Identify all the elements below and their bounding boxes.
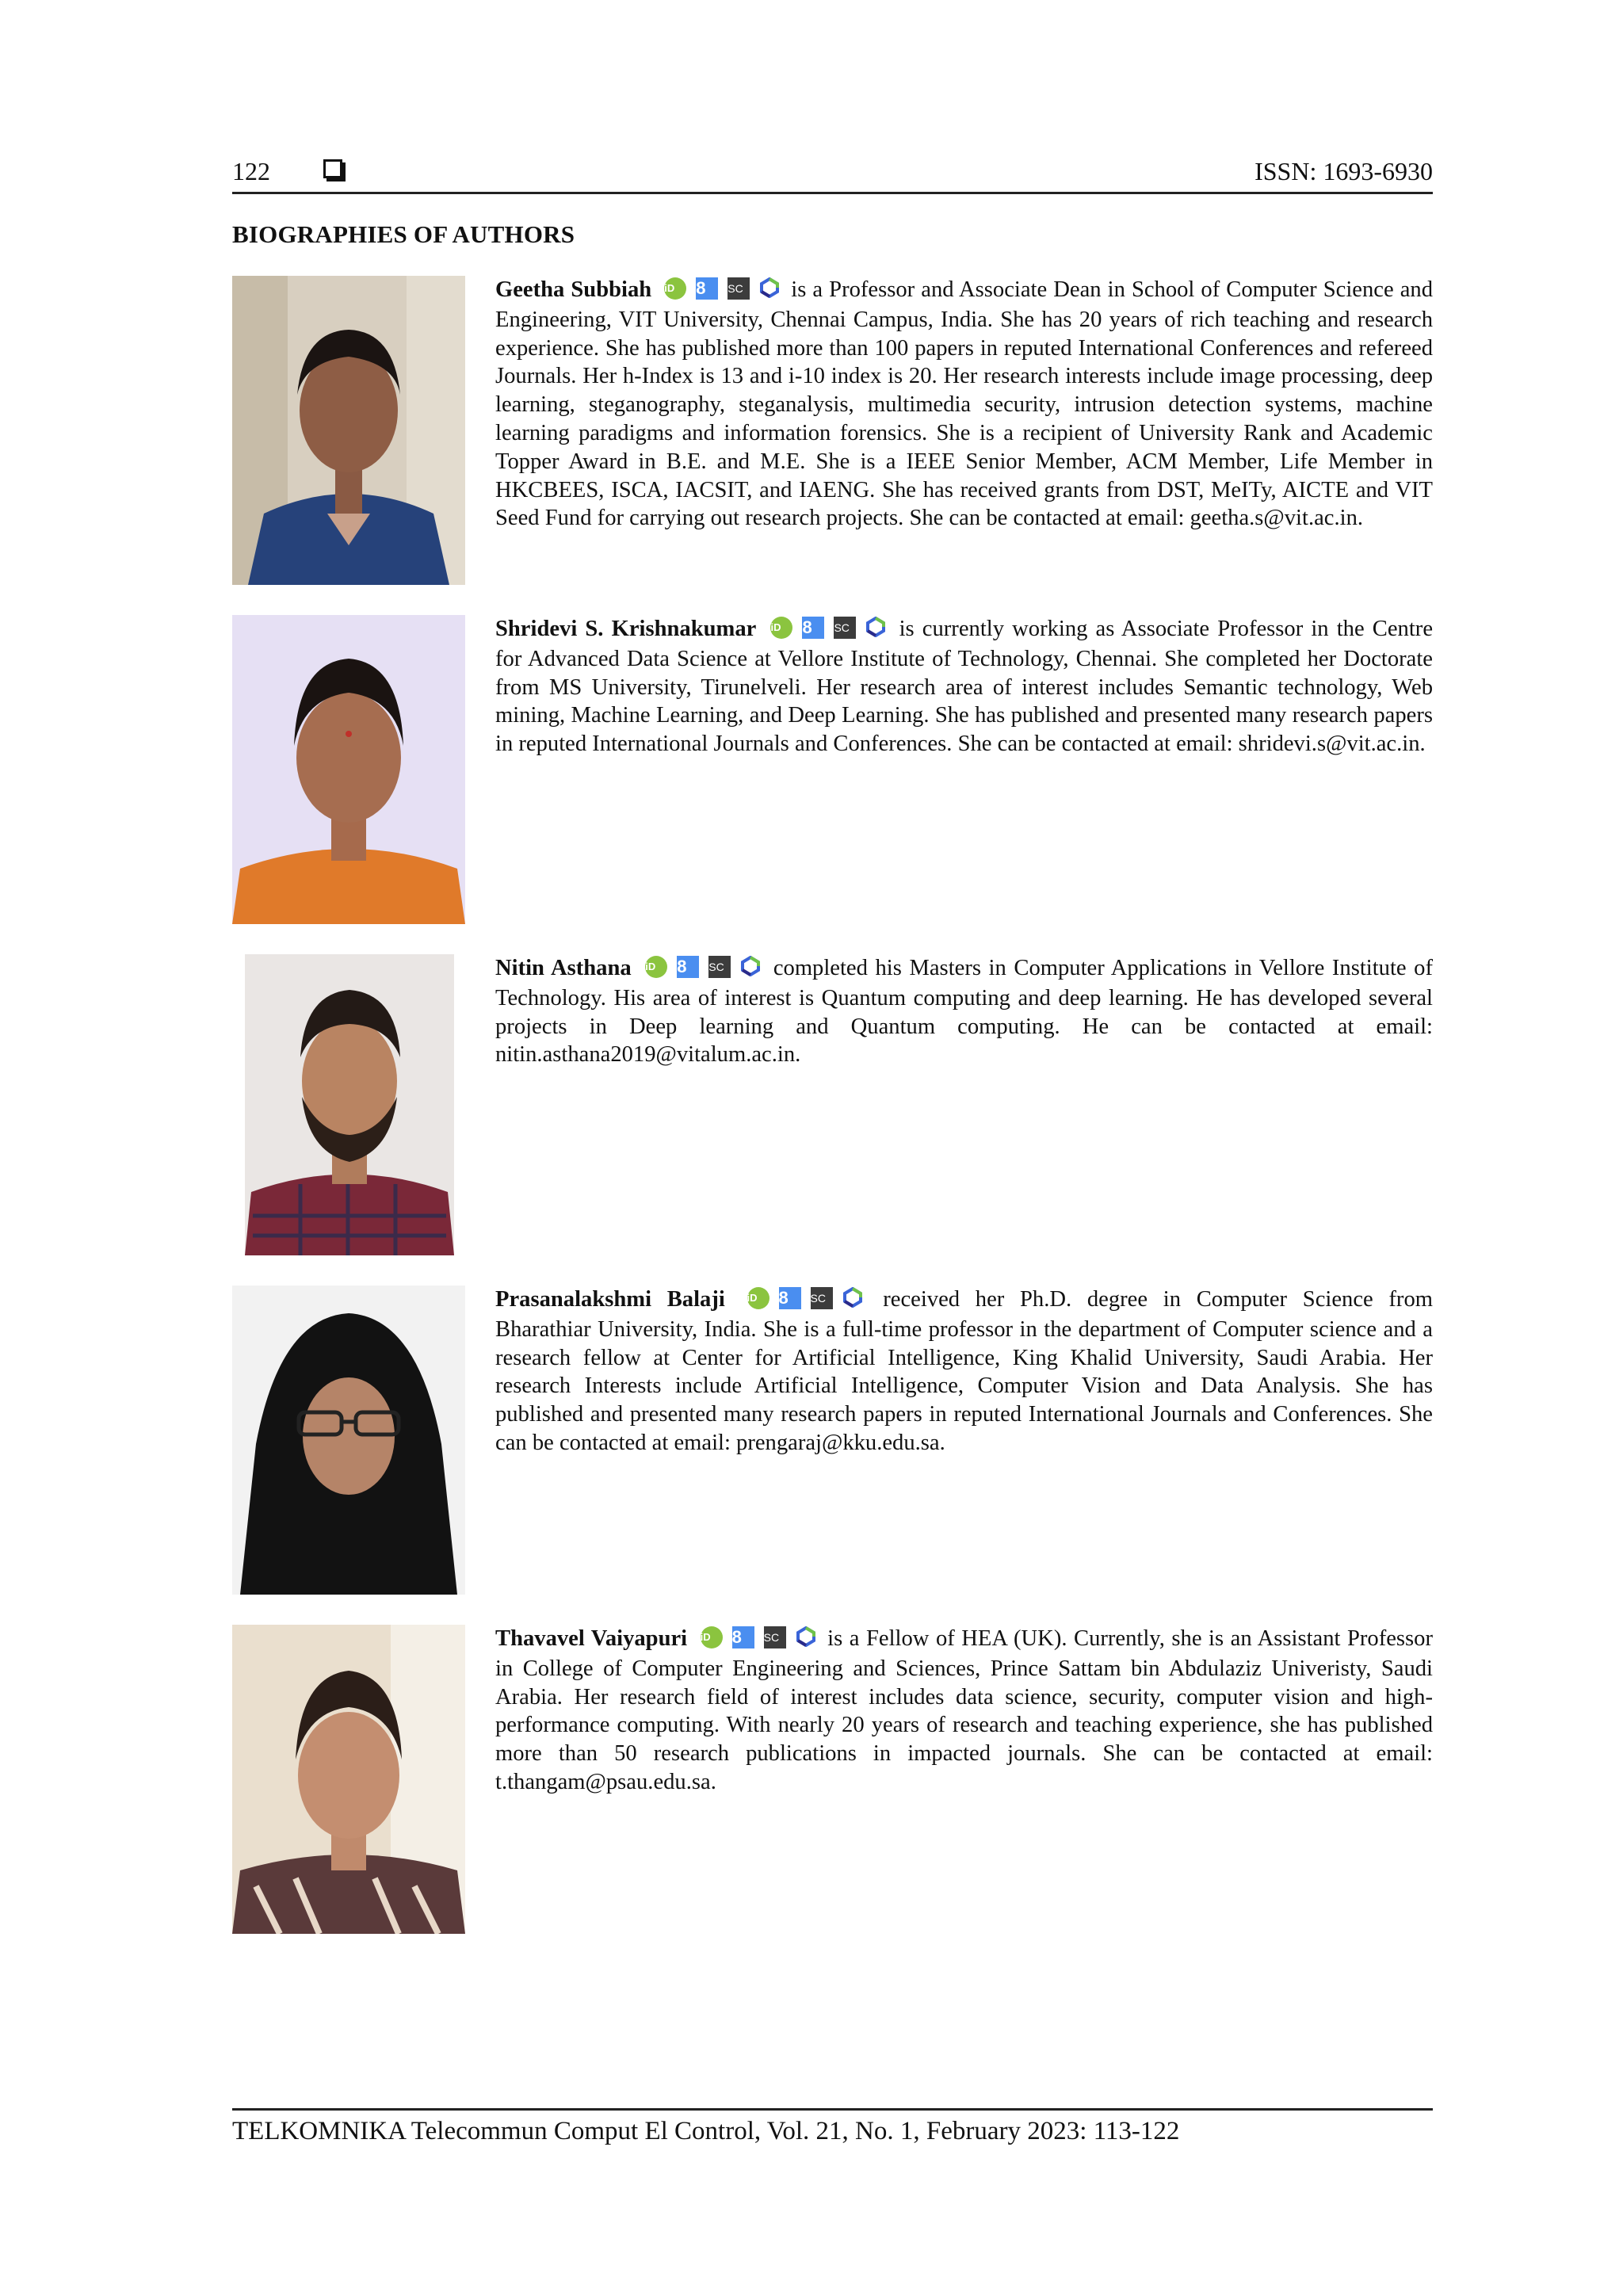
profile-icons [770, 617, 886, 645]
publons-icon[interactable] [842, 1287, 863, 1308]
publons-icon[interactable] [759, 277, 780, 298]
author-bio-text: is currently working as Associate Professor in the Centre for Advanced Data Science at Vellore Institute of Technology, Chennai. She completed her Doctorate from MS University, Tirunelveli. Her research area of interest includes Semantic technology, Web mining, Machine Learning, and Deep Learning. She has published and presented many research papers in reputed International Journals and Conferences. She can be contacted at email: shridevi.s@vit.ac.in. [495, 617, 1434, 757]
profile-icons [701, 1626, 816, 1655]
orcid-icon[interactable]: iD [664, 277, 686, 300]
google-scholar-icon[interactable]: 8 [696, 277, 718, 300]
issn: ISSN: 1693-6930 [1254, 157, 1433, 185]
orcid-icon[interactable]: iD [770, 617, 792, 639]
google-scholar-icon[interactable]: 8 [779, 1287, 801, 1309]
author-photo [232, 1286, 465, 1595]
author-name: Prasanalakshmi Balaji [495, 1287, 725, 1312]
google-scholar-icon[interactable]: 8 [732, 1626, 754, 1648]
publons-icon[interactable] [740, 956, 761, 976]
orcid-icon[interactable]: iD [747, 1287, 769, 1309]
author-bio [495, 1625, 1433, 1797]
google-scholar-icon[interactable]: 8 [802, 617, 824, 639]
page-number: 122 [232, 157, 270, 185]
author-name: Nitin Asthana [495, 956, 632, 980]
author-photo [232, 276, 465, 585]
square-bullet-icon [323, 159, 342, 178]
google-scholar-icon[interactable]: 8 [677, 956, 699, 978]
author-photo [232, 615, 465, 924]
profile-icons [664, 277, 780, 306]
author-bio [495, 276, 1433, 533]
author-bio-text: received her Ph.D. degree in Computer Science from Bharathiar University, India. She is a full-time professor in the department of Computer science and a research fellow at Center for Artificial Intelligence, King Khalid University, Saudi Arabia. Her research Interests include Artificial Intelligence, Computer Vision and Data Analysis. She has published and presented many research papers in reputed International Journals and Conferences. She can be contacted at email: prengaraj@kku.edu.sa. [495, 1287, 1433, 1455]
journal-citation: TELKOMNIKA Telecommun Comput El Control, Vol. 21, No. 1, February 2023: 113-122 [232, 2117, 1180, 2145]
orcid-icon[interactable]: iD [645, 956, 667, 978]
author-bio [495, 1286, 1433, 1457]
author-bio-text: is a Professor and Associate Dean in School of Computer Science and Engineering, VIT University, Chennai Campus, India. She has 20 years of rich teaching and research experience. She has published more than 100 papers in reputed International Conferences and refereed Journals. Her h-Index is 13 and i-10 index is 20. Her research interests include image processing, deep learning, steganography, steganalysis, multimedia security, intrusion detection systems, machine learning paradigms and information forensics. She is a recipient of University Rank and Academic Topper Award in B.E. and M.E. She is a IEEE Senior Member, ACM Member, Life Member in HKCBEES, ISCA, IACSIT, and IAENG. She has received grants from DST, MeITy, AICTE and VIT Seed Fund for carrying out research projects. She can be contacted at email: geetha.s@vit.ac.in. [495, 277, 1433, 531]
page-header [232, 151, 1433, 194]
author-bio-text: is a Fellow of HEA (UK). Currently, she is an Assistant Professor in College of Computer Engineering and Sciences, Prince Sattam bin Abdulaziz Univeristy, Saudi Arabia. Her research field of interest includes data science, security, computer vision and high-performance computing. With nearly 20 years of research and teaching experience, she has published more than 50 research publications in impacted journals. She can be contacted at email: t.thangam@psau.edu.sa. [495, 1626, 1433, 1794]
author-bio-text: completed his Masters in Computer Applications in Vellore Institute of Technology. His area of interest is Quantum computing and deep learning. He has developed several projects in Deep learning and Quantum computing. He can be contacted at email: nitin.asthana2019@vitalum.ac.in. [495, 956, 1433, 1068]
scopus-icon[interactable]: SC [708, 956, 731, 978]
author-name: Thavavel Vaiyapuri [495, 1626, 688, 1651]
orcid-icon[interactable]: iD [701, 1626, 723, 1648]
profile-icons [747, 1287, 863, 1316]
author-bio [495, 954, 1433, 1069]
author-name: Shridevi S. Krishnakumar [495, 617, 757, 641]
author-photo [232, 1625, 465, 1934]
publons-icon[interactable] [865, 617, 886, 637]
scopus-icon[interactable]: SC [727, 277, 750, 300]
section-title: BIOGRAPHIES OF AUTHORS [232, 220, 575, 248]
scopus-icon[interactable]: SC [764, 1626, 786, 1648]
scopus-icon[interactable]: SC [811, 1287, 833, 1309]
author-photo [245, 954, 454, 1255]
publons-icon[interactable] [796, 1626, 816, 1647]
author-name: Geetha Subbiah [495, 277, 652, 302]
scopus-icon[interactable]: SC [834, 617, 856, 639]
author-bio [495, 615, 1433, 758]
profile-icons [645, 956, 761, 984]
page-footer [232, 2108, 1433, 2145]
